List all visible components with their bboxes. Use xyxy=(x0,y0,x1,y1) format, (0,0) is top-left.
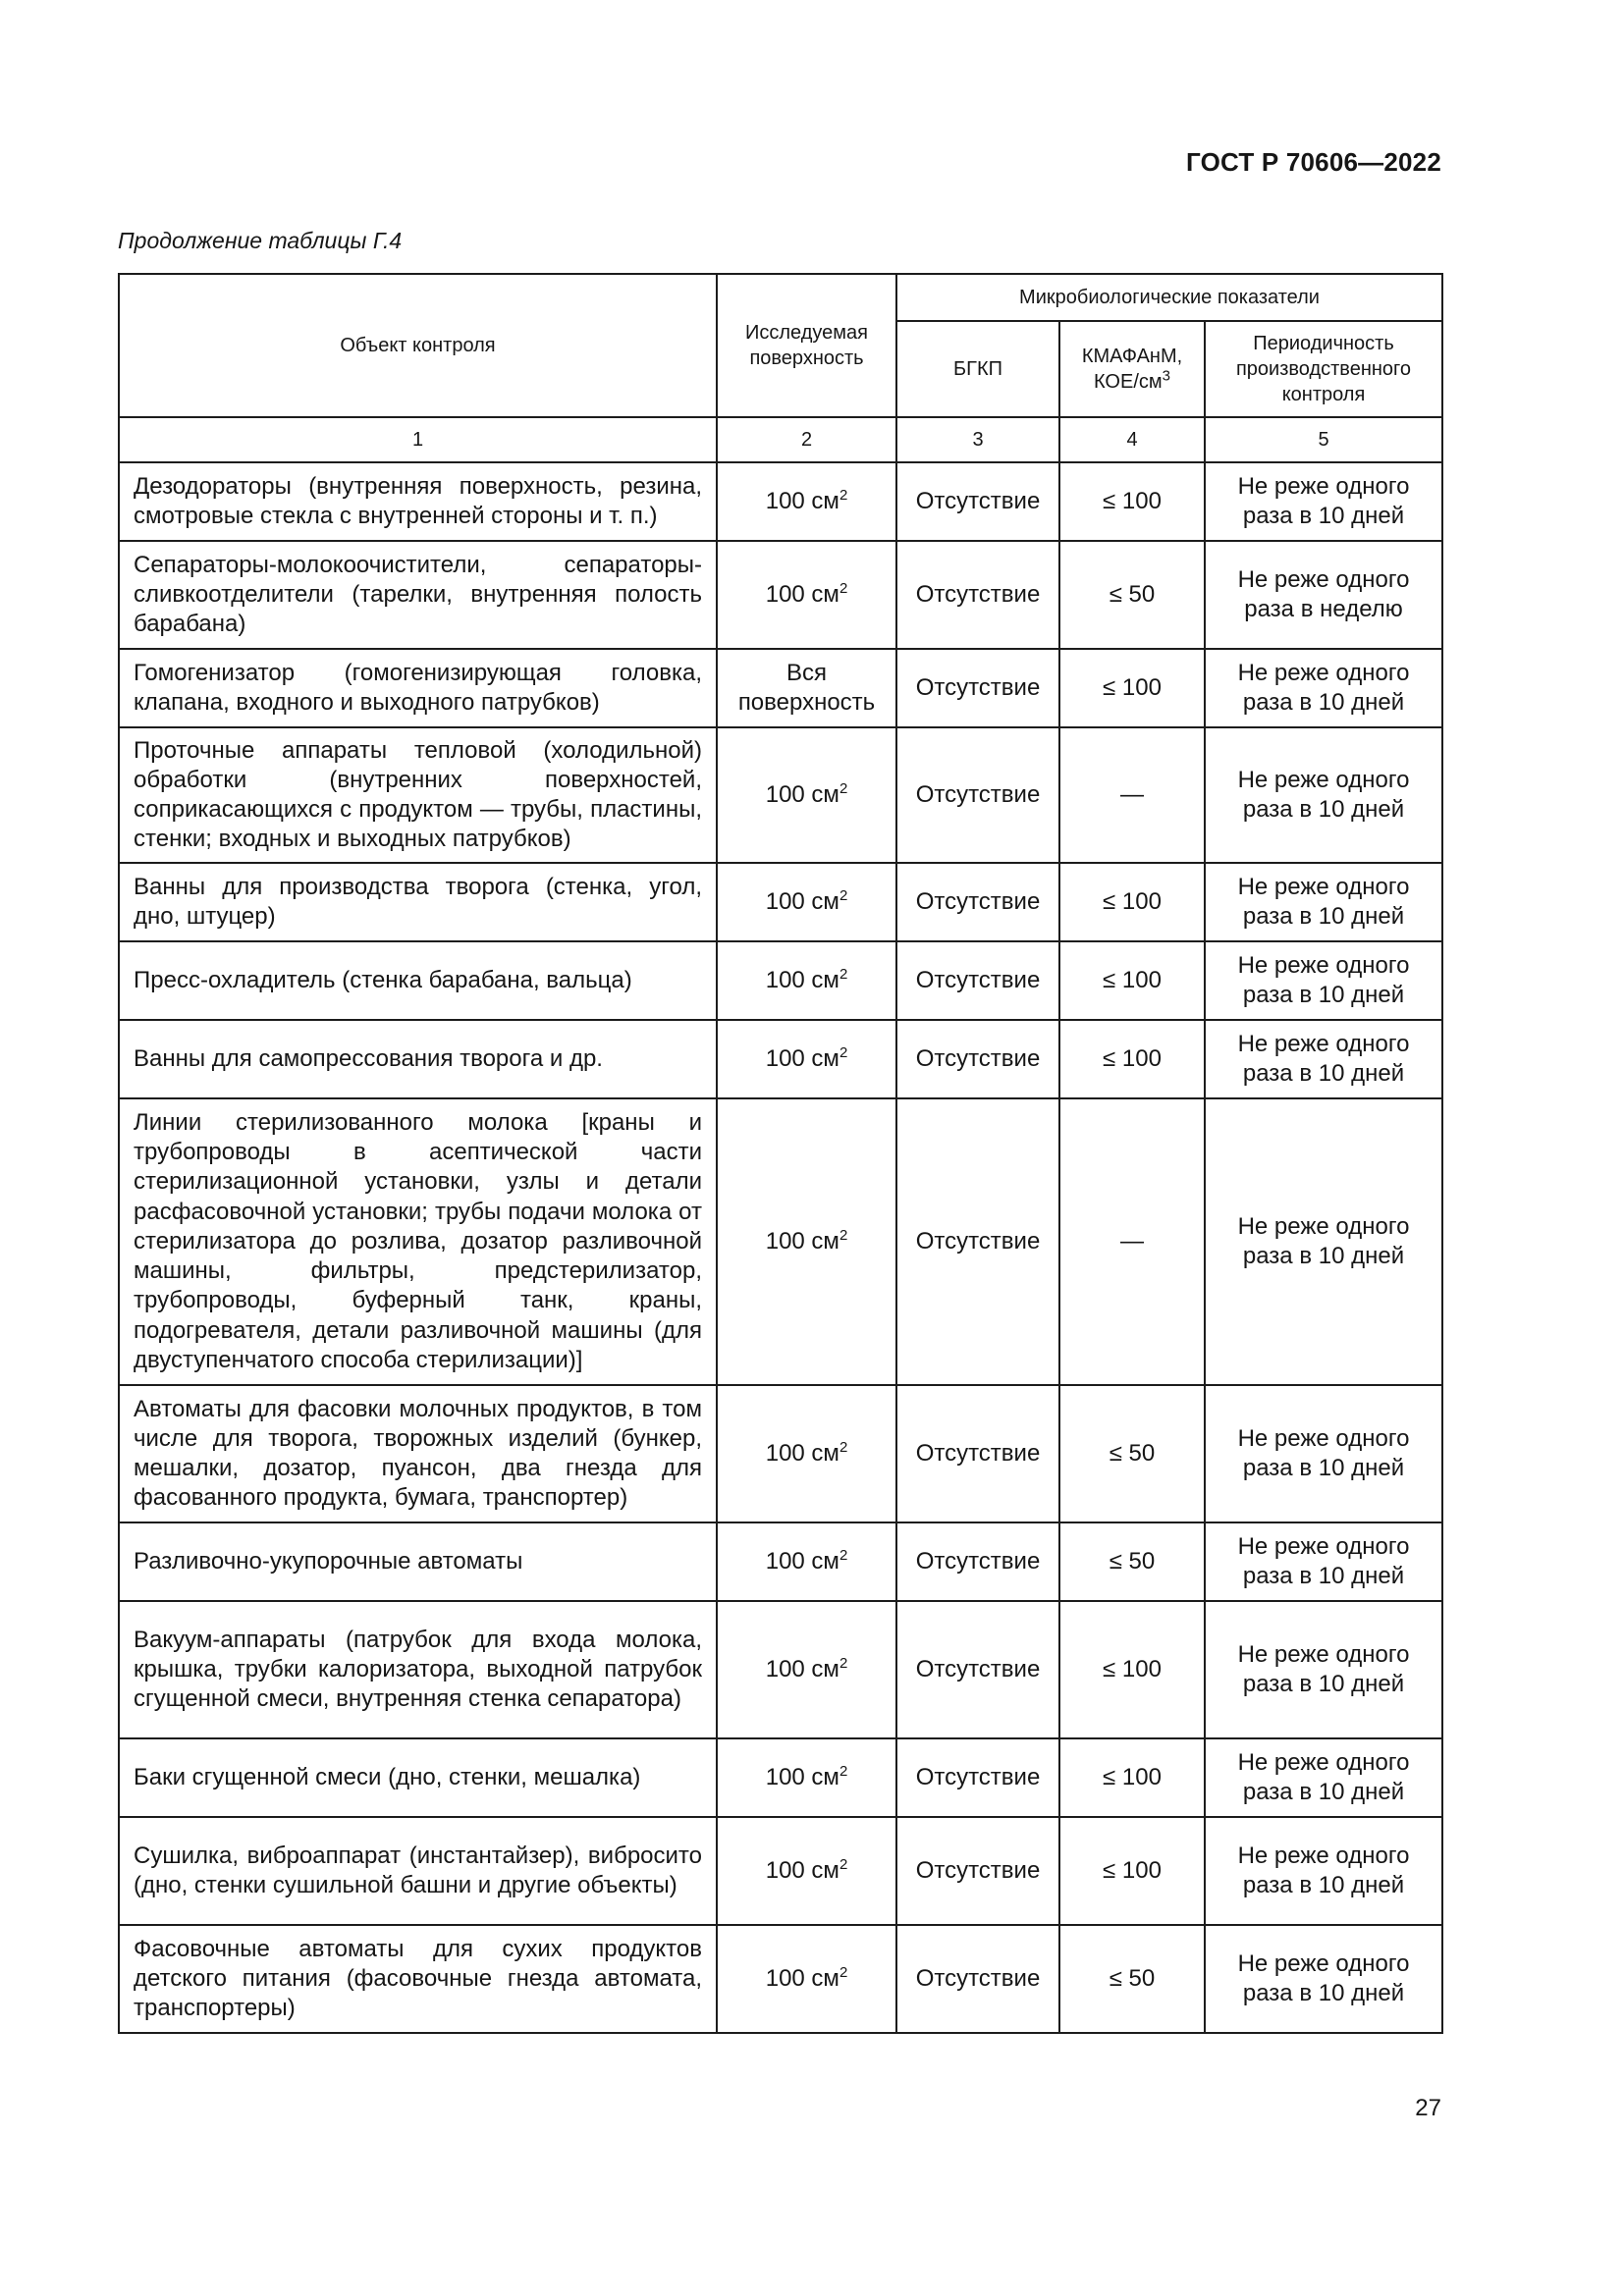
surface-cell xyxy=(717,541,896,649)
table-row xyxy=(119,1817,1442,1925)
surface-value: 100 см xyxy=(765,1655,839,1682)
surface-value: 100 см xyxy=(765,1856,839,1884)
table-row xyxy=(119,1020,1442,1098)
surface-unit-sup: 2 xyxy=(839,1546,848,1564)
column-number-row xyxy=(119,417,1442,462)
surface-unit-sup: 2 xyxy=(839,1226,848,1244)
header-bgkp: БГКП xyxy=(896,321,1059,417)
surface-value: 100 см xyxy=(765,966,839,993)
kmafanm-cell: ≤ 100 xyxy=(1059,462,1205,541)
header-periodicity: Периодичность производственного контроля xyxy=(1205,321,1442,417)
table-row xyxy=(119,1601,1442,1738)
table-row xyxy=(119,1385,1442,1522)
object-cell: Баки сгущенной смеси (дно, стенки, мешалка) xyxy=(119,1738,717,1817)
surface-cell xyxy=(717,1385,896,1522)
surface-cell xyxy=(717,941,896,1020)
surface-cell xyxy=(717,863,896,941)
bgkp-cell: Отсутствие xyxy=(896,1925,1059,2033)
surface-unit-sup: 2 xyxy=(839,1963,848,1981)
surface-cell xyxy=(717,1098,896,1385)
kmafanm-cell: — xyxy=(1059,1098,1205,1385)
periodicity-cell: Не реже одного раза в 10 дней xyxy=(1205,1098,1442,1385)
kmafanm-cell: ≤ 100 xyxy=(1059,1601,1205,1738)
surface-unit-sup: 2 xyxy=(839,1855,848,1873)
object-cell: Дезодораторы (внутренняя поверхность, резина, смотровые стекла с внутренней стороны и т. п.) xyxy=(119,462,717,541)
periodicity-cell: Не реже одного раза в 10 дней xyxy=(1205,462,1442,541)
column-number: 4 xyxy=(1059,417,1205,462)
object-cell: Разливочно-укупорочные автоматы xyxy=(119,1522,717,1601)
kmafanm-cell: ≤ 50 xyxy=(1059,541,1205,649)
kmafanm-cell: ≤ 100 xyxy=(1059,941,1205,1020)
table-row xyxy=(119,1925,1442,2033)
bgkp-cell: Отсутствие xyxy=(896,649,1059,727)
surface-unit-sup: 2 xyxy=(839,886,848,904)
object-cell: Проточные аппараты тепловой (холодильной) обработки (внутренних поверхностей, соприкасающихся с продуктом — трубы, пластины, стенки; входных и выходных патрубков) xyxy=(119,727,717,863)
surface-cell xyxy=(717,462,896,541)
bgkp-cell: Отсутствие xyxy=(896,1522,1059,1601)
bgkp-cell: Отсутствие xyxy=(896,462,1059,541)
bgkp-cell: Отсутствие xyxy=(896,1738,1059,1817)
header-micro-group: Микробиологические показатели xyxy=(896,274,1442,321)
kmafanm-cell: ≤ 100 xyxy=(1059,1738,1205,1817)
surface-cell xyxy=(717,1925,896,2033)
header-object: Объект контроля xyxy=(119,274,717,417)
surface-unit-sup: 2 xyxy=(839,1438,848,1456)
kmafanm-cell: ≤ 50 xyxy=(1059,1522,1205,1601)
periodicity-cell: Не реже одного раза в 10 дней xyxy=(1205,1738,1442,1817)
periodicity-cell: Не реже одного раза в 10 дней xyxy=(1205,1020,1442,1098)
surface-unit-sup: 2 xyxy=(839,1043,848,1061)
kmafanm-cell: ≤ 100 xyxy=(1059,1020,1205,1098)
surface-value: 100 см xyxy=(765,1439,839,1467)
surface-value: 100 см xyxy=(765,1763,839,1790)
table-row xyxy=(119,541,1442,649)
bgkp-cell: Отсутствие xyxy=(896,863,1059,941)
object-cell: Фасовочные автоматы для сухих продуктов детского питания (фасовочные гнезда автомата, транспортеры) xyxy=(119,1925,717,2033)
periodicity-cell: Не реже одного раза в неделю xyxy=(1205,541,1442,649)
surface-value: Вся поверхность xyxy=(737,659,876,716)
surface-value: 100 см xyxy=(765,580,839,608)
periodicity-cell: Не реже одного раза в 10 дней xyxy=(1205,863,1442,941)
periodicity-cell: Не реже одного раза в 10 дней xyxy=(1205,1601,1442,1738)
surface-cell xyxy=(717,649,896,727)
object-cell: Ванны для производства творога (стенка, угол, дно, штуцер) xyxy=(119,863,717,941)
kmafanm-cell: ≤ 100 xyxy=(1059,649,1205,727)
surface-value: 100 см xyxy=(765,1964,839,1992)
header-surface: Исследуемая поверхность xyxy=(717,274,896,417)
column-number: 5 xyxy=(1205,417,1442,462)
table-row xyxy=(119,462,1442,541)
surface-value: 100 см xyxy=(765,780,839,808)
surface-value: 100 см xyxy=(765,1044,839,1072)
object-cell: Пресс-охладитель (стенка барабана, вальца) xyxy=(119,941,717,1020)
surface-value: 100 см xyxy=(765,887,839,915)
header-kmafanm-unit: КОЕ/см xyxy=(1094,371,1163,393)
surface-cell xyxy=(717,1738,896,1817)
object-cell: Ванны для самопрессования творога и др. xyxy=(119,1020,717,1098)
table-row xyxy=(119,863,1442,941)
surface-unit-sup: 2 xyxy=(839,1654,848,1672)
table-row xyxy=(119,649,1442,727)
table-row xyxy=(119,1098,1442,1385)
object-cell: Гомогенизатор (гомогенизирующая головка, клапана, входного и выходного патрубков) xyxy=(119,649,717,727)
surface-cell xyxy=(717,727,896,863)
table-row xyxy=(119,727,1442,863)
header-kmafanm-label: КМАФАнМ, xyxy=(1081,346,1183,367)
periodicity-cell: Не реже одного раза в 10 дней xyxy=(1205,941,1442,1020)
table-row xyxy=(119,1522,1442,1601)
bgkp-cell: Отсутствие xyxy=(896,1020,1059,1098)
page-number: 27 xyxy=(1415,2095,1441,2121)
header-kmafanm xyxy=(1059,321,1205,417)
column-number: 3 xyxy=(896,417,1059,462)
surface-unit-sup: 2 xyxy=(839,965,848,983)
table-row xyxy=(119,1738,1442,1817)
header-kmafanm-unit-sup: 3 xyxy=(1162,367,1170,385)
periodicity-cell: Не реже одного раза в 10 дней xyxy=(1205,1925,1442,2033)
object-cell: Автоматы для фасовки молочных продуктов, в том числе для творога, творожных изделий (бункер, мешалки, дозатор, пуансон, два гнезда для фасованного продукта, бумага, транспортер) xyxy=(119,1385,717,1522)
kmafanm-cell: ≤ 100 xyxy=(1059,1817,1205,1925)
column-number: 1 xyxy=(119,417,717,462)
object-cell: Сушилка, виброаппарат (инстантайзер), вибросито (дно, стенки сушильной башни и другие объекты) xyxy=(119,1817,717,1925)
surface-unit-sup: 2 xyxy=(839,579,848,597)
bgkp-cell: Отсутствие xyxy=(896,727,1059,863)
surface-value: 100 см xyxy=(765,1547,839,1575)
bgkp-cell: Отсутствие xyxy=(896,1817,1059,1925)
control-table xyxy=(118,273,1443,2034)
kmafanm-cell: — xyxy=(1059,727,1205,863)
periodicity-cell: Не реже одного раза в 10 дней xyxy=(1205,649,1442,727)
document-code: ГОСТ Р 70606—2022 xyxy=(1186,147,1441,177)
bgkp-cell: Отсутствие xyxy=(896,1601,1059,1738)
periodicity-cell: Не реже одного раза в 10 дней xyxy=(1205,1385,1442,1522)
surface-cell xyxy=(717,1601,896,1738)
bgkp-cell: Отсутствие xyxy=(896,1385,1059,1522)
surface-cell xyxy=(717,1522,896,1601)
surface-value: 100 см xyxy=(765,1227,839,1255)
periodicity-cell: Не реже одного раза в 10 дней xyxy=(1205,1522,1442,1601)
surface-cell xyxy=(717,1817,896,1925)
periodicity-cell: Не реже одного раза в 10 дней xyxy=(1205,1817,1442,1925)
object-cell: Сепараторы-молокоочистители, сепараторы-сливкоотделители (тарелки, внутренняя полость барабана) xyxy=(119,541,717,649)
object-cell: Линии стерилизованного молока [краны и трубопроводы в асептической части стерилизационной установки, узлы и детали расфасовочной установки; трубы подачи молока от стерилизатора до розлива, дозатор разливочной машины, фильтры, предстерилизатор, трубопроводы, буферный танк, краны, подогревателя, детали разливочной машины (для двуступенчатого способа стерилизации)] xyxy=(119,1098,717,1385)
object-cell: Вакуум-аппараты (патрубок для входа молока, крышка, трубки калоризатора, выходной патрубок сгущенной смеси, внутренняя стенка сепаратора) xyxy=(119,1601,717,1738)
kmafanm-cell: ≤ 50 xyxy=(1059,1925,1205,2033)
periodicity-cell: Не реже одного раза в 10 дней xyxy=(1205,727,1442,863)
kmafanm-cell: ≤ 50 xyxy=(1059,1385,1205,1522)
surface-value: 100 см xyxy=(765,487,839,514)
bgkp-cell: Отсутствие xyxy=(896,541,1059,649)
surface-unit-sup: 2 xyxy=(839,779,848,797)
bgkp-cell: Отсутствие xyxy=(896,1098,1059,1385)
surface-unit-sup: 2 xyxy=(839,486,848,504)
table-caption: Продолжение таблицы Г.4 xyxy=(118,228,403,253)
column-number: 2 xyxy=(717,417,896,462)
table-row xyxy=(119,941,1442,1020)
surface-cell xyxy=(717,1020,896,1098)
bgkp-cell: Отсутствие xyxy=(896,941,1059,1020)
surface-unit-sup: 2 xyxy=(839,1762,848,1780)
kmafanm-cell: ≤ 100 xyxy=(1059,863,1205,941)
